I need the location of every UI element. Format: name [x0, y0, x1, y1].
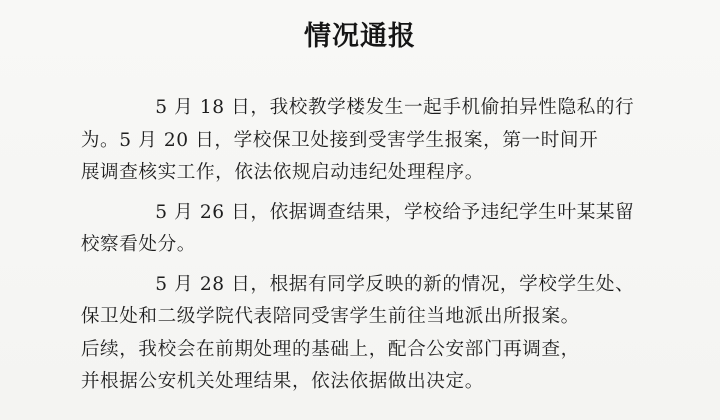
- paragraph-line: 校察看处分。: [80, 234, 196, 255]
- paragraph-line: 后续，我校会在前期处理的基础上，配合公安部门再调查，: [80, 338, 580, 360]
- paragraph-line: 5 月 28 日，根据有同学反映的新的情况，学校学生处、: [155, 273, 635, 295]
- notice-title: 情况通报: [304, 21, 416, 52]
- paragraph-3: [80, 269, 638, 399]
- paragraph-2: [80, 197, 638, 262]
- paragraph-line: 展调查核实工作，依法依规启动违纪处理程序。: [80, 162, 484, 183]
- paragraph-line: 并根据公安机关处理结果，依法依据做出决定。: [80, 371, 484, 392]
- paragraph-line: 为。5 月 20 日，学校保卫处接到受害学生报案，第一时间开: [80, 129, 599, 151]
- paragraph-line: 5 月 18 日，我校教学楼发生一起手机偷拍异性隐私的行: [155, 97, 635, 118]
- paragraph-1: [80, 92, 638, 190]
- notice-body: [80, 92, 638, 406]
- paragraph-line: 保卫处和二级学院代表陪同受害学生前往当地派出所报案。: [80, 306, 580, 327]
- paragraph-line: 5 月 26 日，依据调查结果，学校给予违纪学生叶某某留: [155, 201, 635, 223]
